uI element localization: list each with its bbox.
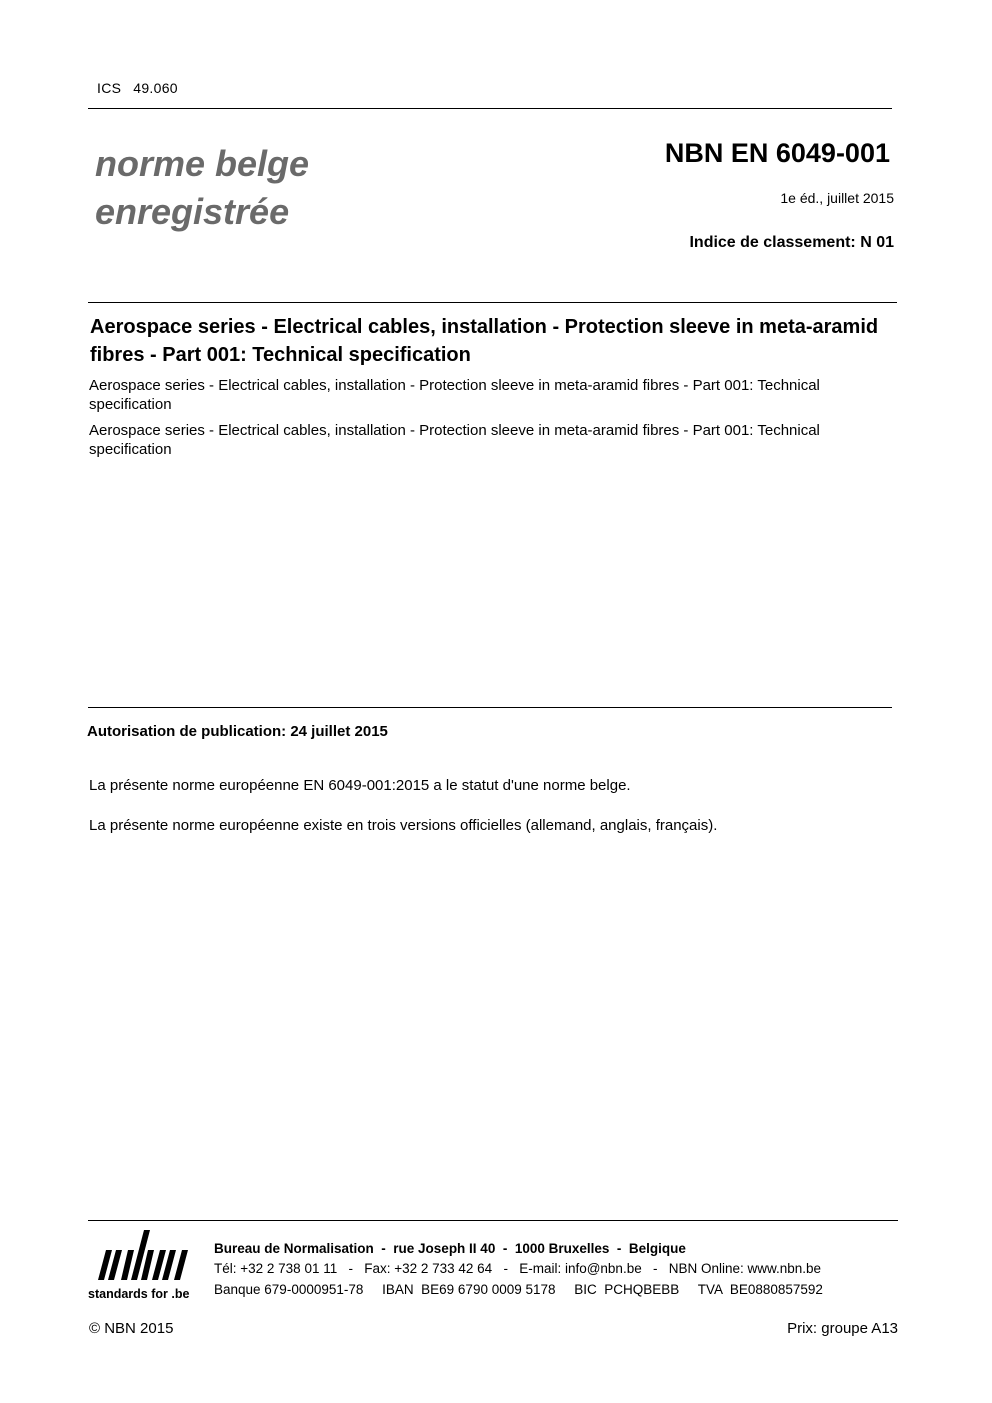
ics-code: 49.060 [133, 80, 178, 96]
price-group: Prix: groupe A13 [787, 1320, 898, 1337]
publication-authorization: Autorisation de publication: 24 juillet 2015 [87, 723, 388, 740]
footer-divider [88, 1220, 898, 1221]
document-title-alt-2: Aerospace series - Electrical cables, installation - Protection sleeve in meta-aramid fibres - Part 001: Technical specification [89, 422, 820, 458]
document-title: Aerospace series - Electrical cables, installation - Protection sleeve in meta-aramid fibres - Part 001: Technical specification [90, 316, 879, 366]
brand-line-2: enregistrée [95, 191, 290, 232]
ics-label: ICS [97, 80, 122, 96]
brand-line-1: norme belge [95, 143, 310, 184]
footer-bank-details: Banque 679-0000951-78 IBAN BE69 6790 0009 5178 BIC PCHQBEBB TVA BE0880857592 [214, 1282, 823, 1297]
footer-contact: Tél: +32 2 738 01 11 - Fax: +32 2 733 42 64 - E-mail: info@nbn.be - NBN Online: www.nbn.be [214, 1261, 822, 1276]
footer-address: Bureau de Normalisation - rue Joseph II 40 - 1000 Bruxelles - Belgique [214, 1241, 686, 1256]
nbn-logo [88, 1228, 200, 1308]
ics-classification [97, 80, 178, 96]
classification-index: Indice de classement: N 01 [689, 234, 894, 251]
status-statement: La présente norme européenne EN 6049-001:2015 a le statut d'une norme belge. [89, 777, 631, 794]
brand-title [95, 140, 309, 236]
body-divider [88, 707, 892, 708]
versions-statement: La présente norme européenne existe en trois versions officielles (allemand, anglais, français). [89, 817, 718, 834]
document-title-alt-1: Aerospace series - Electrical cables, installation - Protection sleeve in meta-aramid fibres - Part 001: Technical specification [89, 377, 820, 413]
edition-date: 1e éd., juillet 2015 [780, 190, 894, 206]
title-divider [88, 302, 897, 303]
logo-tagline: standards for .be [88, 1287, 190, 1301]
top-divider [88, 108, 892, 109]
nbn-logo-mark [88, 1228, 200, 1284]
standard-number: NBN EN 6049-001 [664, 138, 890, 168]
copyright: © NBN 2015 [89, 1320, 174, 1337]
